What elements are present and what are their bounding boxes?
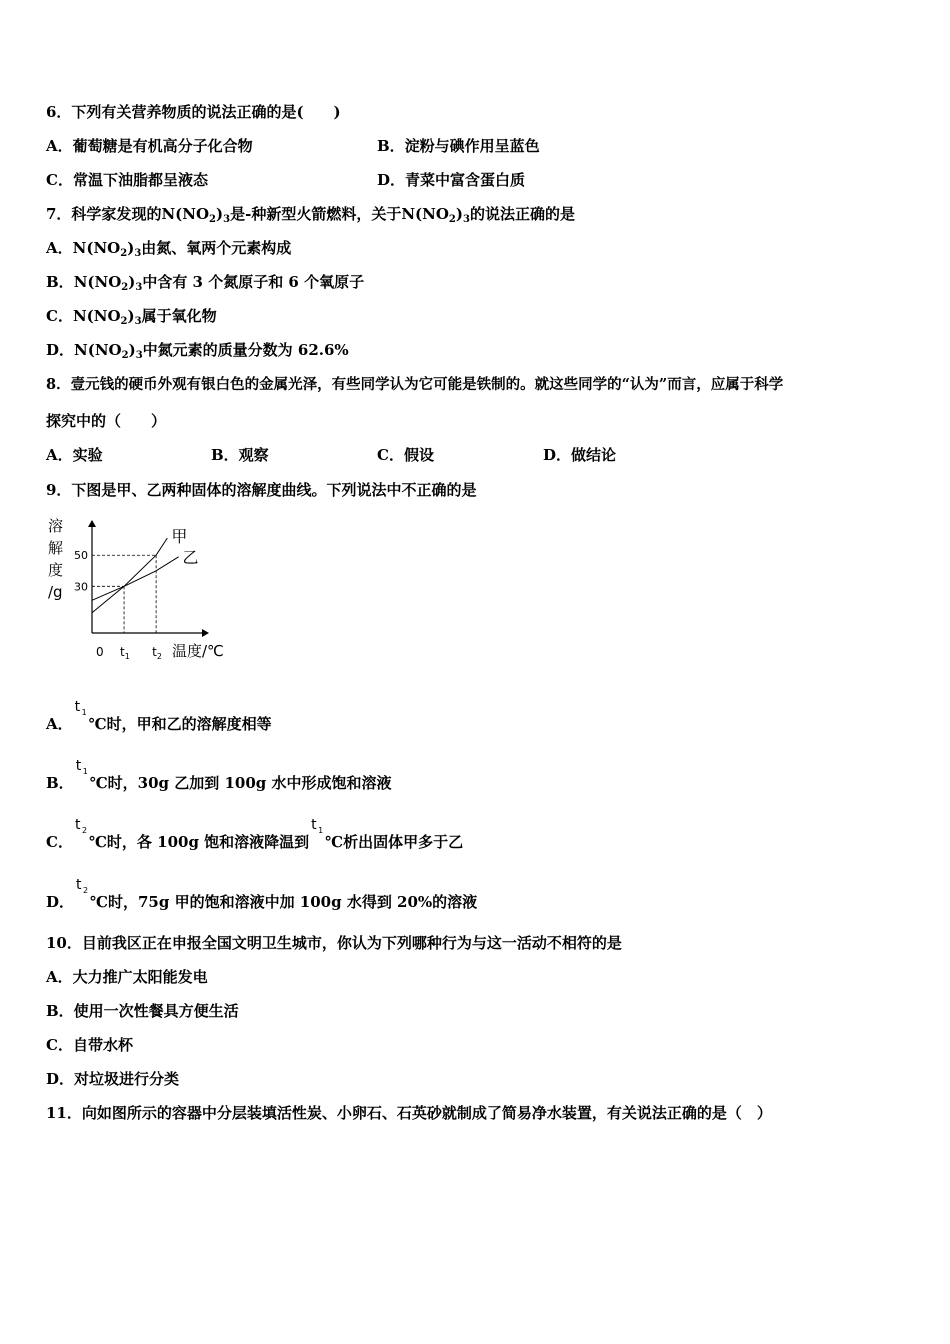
q10-option-b: B．使用一次性餐具方便生活 — [46, 1002, 239, 1020]
y-tick-label: 30 — [74, 580, 88, 594]
t1-symbol: t 1 — [75, 758, 88, 776]
series-label-yi: 乙 — [182, 547, 199, 567]
y-axis-label-char: 溶 — [48, 517, 64, 535]
solubility-chart-svg — [44, 513, 244, 663]
x-axis-arrow — [202, 629, 209, 637]
q9-option-a: A． t 1 ℃时，甲和乙的溶解度相等 — [46, 699, 272, 733]
q10-option-d: D．对垃圾进行分类 — [46, 1070, 180, 1088]
formula: $N(NO_2)_3$ — [72, 239, 142, 259]
q6-option-a: A．葡萄糖是有机高分子化合物 — [46, 137, 253, 155]
q6-option-b: B．淀粉与碘作用呈蓝色 — [377, 137, 540, 155]
q8-stem-line1: 8．壹元钱的硬币外观有银白色的金属光泽，有些同学认为它可能是铁制的。就这些同学的“认为”而言，应属于科学 — [46, 376, 784, 393]
q8-option-a: A．实验 — [46, 446, 103, 464]
q7-option-d: D．$N(NO_2)_3$中氮元素的质量分数为 62.6% — [46, 341, 349, 361]
q9-option-b: B． t 1 ℃时，30g 乙加到 100g 水中形成饱和溶液 — [46, 758, 392, 792]
series-line-yi — [92, 557, 179, 601]
q7-option-b: B．$N(NO_2)_3$中含有 3 个氮原子和 6 个氧原子 — [46, 273, 365, 293]
t1-symbol: t 1 — [311, 817, 324, 835]
formula: $N(NO_2)_3$ — [72, 307, 142, 327]
q9-stem: 9．下图是甲、乙两种固体的溶解度曲线。下列说法中不正确的是 — [46, 481, 477, 499]
q9-option-c: C． t 2 ℃时，各 100g 饱和溶液降温到 t 1 ℃析出固体甲多于乙 — [46, 817, 464, 851]
q9-option-d: D． t 2 ℃时，75g 甲的饱和溶液中加 100g 水得到 20%的溶液 — [46, 877, 478, 911]
q6-stem: 6．下列有关营养物质的说法正确的是( ) — [46, 103, 341, 121]
y-axis-arrow — [88, 520, 96, 527]
y-axis-label-char: 解 — [48, 539, 64, 557]
formula: $N(NO_2)_3$ — [73, 273, 143, 293]
q10-option-a: A．大力推广太阳能发电 — [46, 968, 208, 986]
t2-symbol: t 2 — [76, 877, 89, 895]
t1-symbol: t 1 — [74, 699, 87, 717]
y-axis-label-char: /g — [48, 583, 63, 601]
q6-option-d: D．青菜中富含蛋白质 — [377, 171, 526, 189]
q8-stem-line2: 探究中的（ ） — [46, 412, 167, 430]
t2-symbol: t 2 — [74, 817, 88, 835]
y-tick-label: 50 — [74, 549, 88, 563]
q8-option-d: D．做结论 — [543, 446, 617, 464]
solubility-chart — [44, 513, 244, 667]
q10-option-c: C．自带水杯 — [46, 1036, 133, 1054]
y-axis-label-char: 度 — [48, 561, 64, 579]
q11-stem: 11．向如图所示的容器中分层装填活性炭、小卵石、石英砂就制成了简易净水装置，有关说法正确的是（ ） — [46, 1104, 772, 1122]
q8-option-c: C．假设 — [377, 446, 434, 464]
formula: $N(NO_2)_3$ — [401, 205, 470, 225]
x-tick-label: $t_2$ — [152, 645, 162, 661]
q6-option-c: C．常温下油脂都呈液态 — [46, 171, 208, 189]
formula: $N(NO_2)_3$ — [161, 205, 231, 225]
q10-stem: 10．目前我区正在申报全国文明卫生城市，你认为下列哪种行为与这一活动不相符的是 — [46, 934, 622, 952]
x-tick-label: $t_1$ — [120, 645, 130, 661]
series-label-jia: 甲 — [171, 527, 188, 547]
q7-option-a: A．$N(NO_2)_3$由氮、氧两个元素构成 — [46, 239, 292, 259]
x-axis-label: 温度/℃ — [172, 642, 224, 660]
formula: $N(NO_2)_3$ — [74, 341, 143, 361]
q8-option-b: B．观察 — [211, 446, 269, 464]
q7-option-c: C．$N(NO_2)_3$属于氧化物 — [46, 307, 217, 327]
origin-label: 0 — [96, 645, 104, 659]
q7-stem: 7．科学家发现的$N(NO_2)_3$是-种新型火箭燃料，关于$N(NO_2)_3$的说法正确的是 — [46, 205, 575, 225]
